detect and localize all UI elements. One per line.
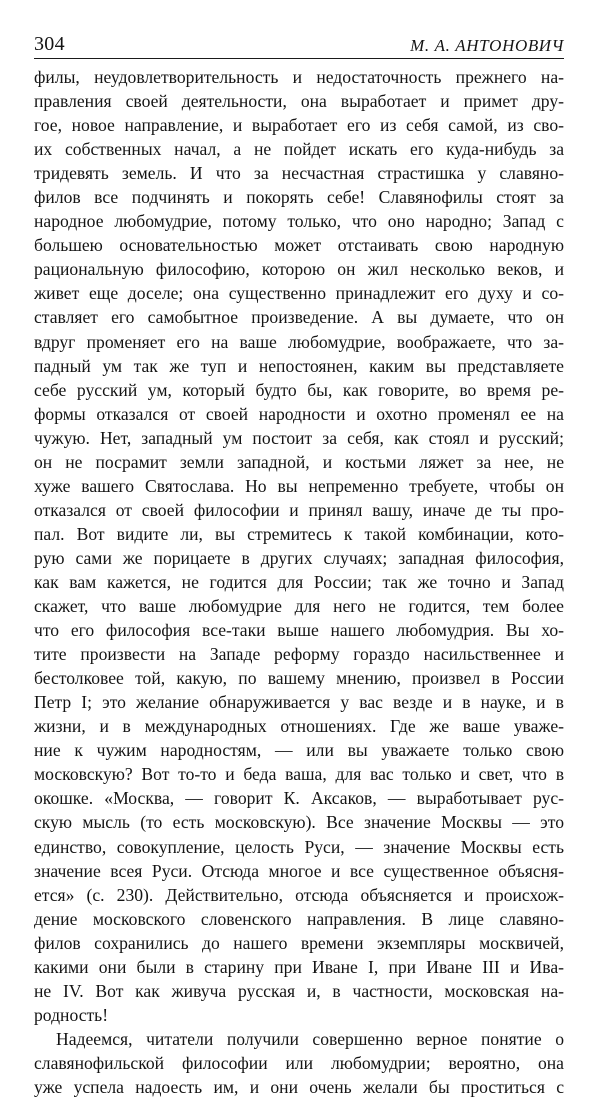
text-line: московскую? Вот то-то и беда ваша, для вас только и свет, что в <box>34 764 564 785</box>
text-line: народное любомудрие, потому только, что оно народно; Запад с <box>34 211 564 232</box>
text-line: ставляет его самобытное произведение. А вы думаете, что он <box>34 307 564 328</box>
text-line: филов все подчинять и покорять себе! Славянофилы стоят за <box>34 187 564 208</box>
running-author: М. А. АНТОНОВИЧ <box>410 36 564 55</box>
text-line: ние к чужим народностям, — или вы уважаете только свою <box>34 740 564 761</box>
text-line: Петр I; это желание обнаруживается у вас везде и в науке, и в <box>34 692 564 713</box>
text-line: большею основательностью может отстаивать свою народную <box>34 235 564 256</box>
text-line: падный ум так же туп и непостоянен, каким вы представляете <box>34 355 564 376</box>
text-line: жизни, и в международных отношениях. Где же ваше уваже- <box>34 716 564 737</box>
text-line: тридевять земель. И что за несчастная страстишка у славяно- <box>34 163 564 184</box>
text-line: как вам кажется, не годится для России; так же точно и Запад <box>34 571 564 592</box>
text-line: хуже вашего Святослава. Но вы непременно требуете, чтобы он <box>34 475 564 496</box>
text-line: значение всея Руси. Отсюда многое и все существенное объясня- <box>34 860 564 881</box>
body-text <box>34 65 564 1099</box>
text-line: не IV. Вот как живуча русская и, в частности, московская на- <box>34 980 564 1001</box>
text-line: окошке. «Москва, — говорит К. Аксаков, — выработывает рус- <box>34 788 564 809</box>
text-line: правления своей деятельности, она выработает и примет дру- <box>34 91 564 112</box>
text-line: скую мысль (то есть московскую). Все значение Москвы — это <box>34 812 564 833</box>
text-line: формы отказался от своей народности и охотно променял ее на <box>34 403 564 424</box>
text-line: какими они были в старину при Иване I, при Иване III и Ива- <box>34 956 564 977</box>
paragraph-continuation <box>34 65 564 1027</box>
text-line: отказался от своей философии и принял вашу, иначе де ты про- <box>34 499 564 520</box>
text-line: себе русский ум, который будто бы, как говорите, во время ре- <box>34 379 564 400</box>
text-line: бестолковее той, какую, по вашему мнению, произвел в России <box>34 668 564 689</box>
text-line: гое, новое направление, и выработает его из себя самой, из сво- <box>34 115 564 136</box>
paragraph-conclusion <box>34 1027 564 1099</box>
text-line: рую сами же порицаете в других случаях; западная философия, <box>34 547 564 568</box>
book-page <box>34 30 564 1099</box>
text-line: пал. Вот видите ли, вы стремитесь к такой комбинации, кото- <box>34 523 564 544</box>
text-line: дение московского словенского направления. В лице славяно- <box>34 908 564 929</box>
text-line: ется» (с. 230). Действительно, отсюда объясняется и происхож- <box>34 884 564 905</box>
text-line: живет еще доселе; она существенно принадлежит его духу и со- <box>34 283 564 304</box>
text-line: единство, совокупление, целость Руси, — значение Москвы есть <box>34 836 564 857</box>
text-line: тите произвести на Западе реформу гораздо насильственнее и <box>34 644 564 665</box>
text-line: филы, неудовлетворительность и недостаточность прежнего на- <box>34 67 564 87</box>
text-line: вдруг променяет его на ваше любомудрие, воображаете, что за- <box>34 331 564 352</box>
page-number: 304 <box>34 33 65 55</box>
text-line: уже успела надоесть им, и они очень желали бы проститься с <box>34 1076 564 1097</box>
text-line: их собственных начал, а не пойдет искать его куда-нибудь за <box>34 139 564 160</box>
text-line-last: родность! <box>34 1004 109 1025</box>
text-line-indented: Надеемся, читатели получили совершенно верное понятие о <box>56 1028 564 1049</box>
text-line: скажет, что ваше любомудрие для него не годится, тем более <box>34 596 564 617</box>
text-line: славянофильской философии или любомудрии; вероятно, она <box>34 1052 564 1073</box>
text-line: что его философия все-таки выше нашего любомудрия. Вы хо- <box>34 620 564 641</box>
running-header <box>34 30 564 59</box>
text-line: филов сохранились до нашего времени экземпляры москвичей, <box>34 932 564 953</box>
text-line: он не посрамит земли западной, и костьми ляжет за нее, не <box>34 451 564 472</box>
text-line: чужую. Нет, западный ум постоит за себя, как стоял и русский; <box>34 427 564 448</box>
text-line: рациональную философию, которою он жил несколько веков, и <box>34 259 564 280</box>
